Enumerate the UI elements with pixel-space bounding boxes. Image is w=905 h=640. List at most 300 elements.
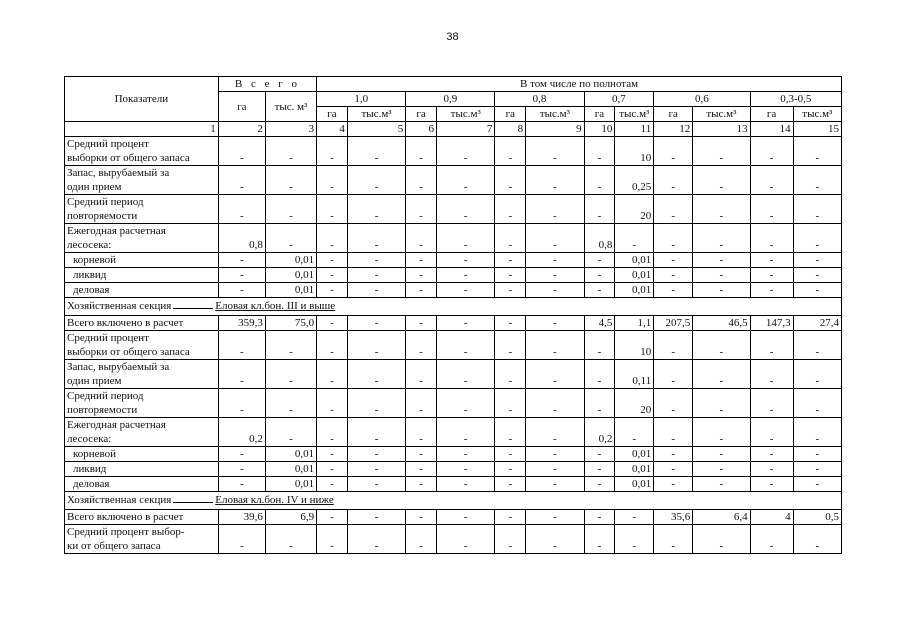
column-number: 15: [793, 122, 841, 137]
row-label: [65, 510, 219, 525]
table-cell: -: [526, 137, 584, 166]
table-cell: -: [437, 477, 495, 492]
table-cell: -: [495, 224, 526, 253]
table-cell: -: [495, 316, 526, 331]
table-cell: -: [750, 447, 793, 462]
column-number: 11: [615, 122, 654, 137]
table-cell: -: [750, 283, 793, 298]
section-name: Еловая кл.бон. IV и ниже: [215, 494, 334, 506]
table-cell: -: [654, 389, 693, 418]
table-cell: -: [495, 331, 526, 360]
table-cell: -: [693, 253, 750, 268]
table-cell: -: [526, 447, 584, 462]
table-cell: 207,5: [654, 316, 693, 331]
table-cell: -: [526, 331, 584, 360]
table-cell: -: [406, 418, 437, 447]
table-cell: -: [218, 166, 265, 195]
row-label: [65, 268, 219, 283]
table-cell: -: [654, 462, 693, 477]
table-cell: 4: [750, 510, 793, 525]
section-row: [65, 492, 842, 510]
table-row: [65, 462, 842, 477]
table-cell: -: [750, 224, 793, 253]
row-label-line: деловая: [73, 284, 110, 296]
row-label-line: ки от общего запаса: [67, 540, 161, 552]
column-number: 4: [317, 122, 348, 137]
table-cell: 147,3: [750, 316, 793, 331]
table-cell: -: [495, 195, 526, 224]
table-cell: -: [526, 389, 584, 418]
table-cell: -: [265, 166, 316, 195]
row-label-line: лесосека:: [67, 239, 112, 251]
table-cell: -: [406, 316, 437, 331]
table-cell: -: [347, 525, 405, 554]
table-cell: -: [793, 224, 841, 253]
table-cell: -: [495, 510, 526, 525]
row-label-line: Ежегодная расчетная: [67, 225, 166, 237]
table-cell: -: [526, 525, 584, 554]
table-cell: -: [317, 253, 348, 268]
table-cell: -: [526, 195, 584, 224]
table-cell: -: [654, 253, 693, 268]
table-row: [65, 195, 842, 224]
table-cell: -: [406, 462, 437, 477]
row-label: [65, 447, 219, 462]
table-cell: -: [654, 447, 693, 462]
table-cell: 39,6: [218, 510, 265, 525]
table-cell: -: [693, 268, 750, 283]
table-cell: -: [347, 389, 405, 418]
header-unit-ha: га: [406, 107, 437, 122]
table-cell: -: [615, 418, 654, 447]
table-cell: -: [317, 283, 348, 298]
table-cell: 0,2: [218, 418, 265, 447]
table-cell: -: [437, 331, 495, 360]
row-label: [65, 462, 219, 477]
row-label-line: повторяемости: [67, 210, 138, 222]
table-cell: -: [793, 137, 841, 166]
header-total: В с е г о: [218, 77, 316, 92]
table-cell: 0,01: [265, 268, 316, 283]
table-cell: -: [693, 331, 750, 360]
header-unit-thous-m3: тыс.м³: [526, 107, 584, 122]
table-cell: -: [406, 477, 437, 492]
table-cell: 20: [615, 389, 654, 418]
table-cell: -: [437, 447, 495, 462]
table-cell: -: [495, 253, 526, 268]
section-underline: [173, 492, 213, 503]
table-cell: -: [495, 137, 526, 166]
table-cell: -: [437, 268, 495, 283]
header-unit-thous-m3: тыс.м³: [437, 107, 495, 122]
table-row: [65, 418, 842, 447]
table-cell: -: [750, 195, 793, 224]
table-cell: -: [750, 331, 793, 360]
table-cell: -: [218, 268, 265, 283]
table-cell: -: [265, 418, 316, 447]
table-cell: -: [437, 195, 495, 224]
table-row: [65, 268, 842, 283]
table-cell: -: [584, 389, 615, 418]
table-cell: -: [406, 360, 437, 389]
table-cell: -: [406, 389, 437, 418]
table-cell: 1,1: [615, 316, 654, 331]
table-cell: -: [347, 283, 405, 298]
row-label: [65, 418, 219, 447]
table-cell: -: [526, 462, 584, 477]
table-cell: -: [265, 360, 316, 389]
section-cell: [65, 492, 842, 510]
table-cell: -: [317, 389, 348, 418]
table-cell: -: [693, 224, 750, 253]
table-cell: -: [750, 525, 793, 554]
table-cell: -: [347, 253, 405, 268]
table-cell: -: [317, 447, 348, 462]
table-cell: 0,8: [584, 224, 615, 253]
row-label-line: Всего включено в расчет: [67, 511, 184, 523]
table-cell: -: [317, 316, 348, 331]
table-row: [65, 510, 842, 525]
column-number: 12: [654, 122, 693, 137]
table-cell: -: [526, 166, 584, 195]
row-label-line: лесосека:: [67, 433, 112, 445]
row-label: [65, 525, 219, 554]
table-cell: -: [793, 360, 841, 389]
table-cell: -: [218, 360, 265, 389]
table-cell: -: [693, 137, 750, 166]
table-cell: -: [265, 195, 316, 224]
table-cell: -: [218, 195, 265, 224]
column-number: 7: [437, 122, 495, 137]
header-unit-ha: га: [495, 107, 526, 122]
table-cell: -: [347, 447, 405, 462]
table-cell: -: [495, 525, 526, 554]
column-number: 5: [347, 122, 405, 137]
table-cell: 0,01: [615, 447, 654, 462]
table-cell: -: [750, 389, 793, 418]
column-number: 10: [584, 122, 615, 137]
header-unit-thous-m3: тыс.м³: [347, 107, 405, 122]
section-label: Хозяйственная секция: [67, 300, 172, 312]
table-cell: -: [347, 418, 405, 447]
section-row: [65, 298, 842, 316]
table-cell: -: [584, 525, 615, 554]
table-cell: -: [654, 166, 693, 195]
row-label-line: Всего включено в расчет: [67, 317, 184, 329]
row-label-line: Запас, вырубаемый за: [67, 167, 170, 179]
table-cell: 46,5: [693, 316, 750, 331]
table-cell: -: [437, 462, 495, 477]
table-row: [65, 389, 842, 418]
table-cell: -: [584, 360, 615, 389]
table-cell: -: [495, 462, 526, 477]
table-row: [65, 224, 842, 253]
header-by-density: В том числе по полнотам: [317, 77, 842, 92]
table-cell: -: [526, 316, 584, 331]
table-cell: -: [584, 137, 615, 166]
table-cell: -: [317, 462, 348, 477]
table-cell: -: [693, 360, 750, 389]
table-cell: -: [406, 525, 437, 554]
table-cell: -: [406, 447, 437, 462]
table-cell: -: [317, 525, 348, 554]
row-label-line: Средний период: [67, 390, 144, 402]
table-cell: -: [317, 360, 348, 389]
row-label-line: повторяемости: [67, 404, 138, 416]
table-cell: -: [615, 224, 654, 253]
table-cell: -: [793, 253, 841, 268]
header-density-2: 0,8: [495, 92, 584, 107]
table-cell: 0,01: [265, 447, 316, 462]
column-number: 2: [218, 122, 265, 137]
table-cell: 6,9: [265, 510, 316, 525]
table-row: [65, 166, 842, 195]
section-cell: [65, 298, 842, 316]
table-cell: -: [750, 360, 793, 389]
table-cell: -: [693, 447, 750, 462]
table-row: [65, 447, 842, 462]
table-row: [65, 253, 842, 268]
table-cell: -: [218, 253, 265, 268]
table-cell: -: [406, 195, 437, 224]
table-cell: 75,0: [265, 316, 316, 331]
table-cell: 359,3: [218, 316, 265, 331]
table-cell: -: [615, 525, 654, 554]
row-label-line: Средний процент: [67, 138, 149, 150]
table-cell: 35,6: [654, 510, 693, 525]
table-cell: -: [793, 462, 841, 477]
table-cell: -: [584, 510, 615, 525]
table-cell: -: [437, 166, 495, 195]
row-label: [65, 253, 219, 268]
table-cell: -: [437, 253, 495, 268]
row-label-line: выборки от общего запаса: [67, 346, 190, 358]
column-number: 6: [406, 122, 437, 137]
table-cell: -: [793, 268, 841, 283]
table-cell: -: [437, 137, 495, 166]
table-cell: -: [654, 195, 693, 224]
header-unit-thous-m3: тыс.м³: [793, 107, 841, 122]
table-cell: -: [793, 525, 841, 554]
table-cell: 4,5: [584, 316, 615, 331]
table-cell: 27,4: [793, 316, 841, 331]
table-cell: -: [317, 137, 348, 166]
table-cell: -: [654, 283, 693, 298]
row-label-line: корневой: [73, 448, 117, 460]
section-underline: [173, 298, 213, 309]
table-cell: -: [406, 166, 437, 195]
table-cell: -: [218, 137, 265, 166]
table-cell: -: [347, 316, 405, 331]
table-cell: 0,25: [615, 166, 654, 195]
table-cell: -: [347, 510, 405, 525]
table-cell: -: [437, 283, 495, 298]
table-cell: -: [654, 224, 693, 253]
row-label-line: Средний процент: [67, 332, 149, 344]
row-label: [65, 477, 219, 492]
page-number: 38: [446, 31, 459, 43]
header-indicators: Показатели: [65, 77, 219, 122]
header-density-4: 0,6: [654, 92, 750, 107]
table-cell: -: [265, 525, 316, 554]
row-label-line: ликвид: [73, 269, 107, 281]
table-cell: -: [584, 195, 615, 224]
row-label-line: Ежегодная расчетная: [67, 419, 166, 431]
table-cell: -: [693, 525, 750, 554]
table-cell: -: [317, 224, 348, 253]
column-number: 8: [495, 122, 526, 137]
table-cell: 20: [615, 195, 654, 224]
table-row: [65, 477, 842, 492]
table-cell: -: [347, 477, 405, 492]
table-cell: -: [218, 283, 265, 298]
table-cell: -: [693, 477, 750, 492]
table-cell: -: [654, 418, 693, 447]
row-label-line: один прием: [67, 181, 122, 193]
table-cell: -: [615, 510, 654, 525]
table-cell: -: [654, 360, 693, 389]
table-cell: -: [265, 137, 316, 166]
table-cell: -: [406, 253, 437, 268]
table-cell: -: [526, 283, 584, 298]
table-cell: -: [526, 224, 584, 253]
table-cell: -: [495, 389, 526, 418]
column-number: 3: [265, 122, 316, 137]
table-cell: 0,01: [265, 283, 316, 298]
row-label: [65, 316, 219, 331]
table-cell: -: [584, 331, 615, 360]
row-label: [65, 331, 219, 360]
row-label: [65, 137, 219, 166]
table-cell: -: [495, 477, 526, 492]
table-row: [65, 525, 842, 554]
column-number: 9: [526, 122, 584, 137]
table-cell: -: [584, 462, 615, 477]
table-cell: -: [495, 268, 526, 283]
header-density-5: 0,3-0,5: [750, 92, 841, 107]
table-cell: -: [693, 389, 750, 418]
table-cell: -: [218, 462, 265, 477]
table-cell: -: [495, 166, 526, 195]
table-cell: -: [654, 331, 693, 360]
section-label: Хозяйственная секция: [67, 494, 172, 506]
table-cell: 0,01: [615, 283, 654, 298]
table-cell: -: [347, 224, 405, 253]
header-unit-thous-m3: тыс.м³: [693, 107, 750, 122]
table-cell: 10: [615, 137, 654, 166]
forest-indicators-table: [64, 76, 842, 554]
table-cell: -: [218, 477, 265, 492]
table-cell: -: [584, 283, 615, 298]
table-cell: -: [584, 477, 615, 492]
table-cell: -: [526, 360, 584, 389]
table-cell: -: [406, 268, 437, 283]
table-cell: -: [693, 283, 750, 298]
header-unit-thous-m3: тыс.м³: [615, 107, 654, 122]
table-cell: 0,01: [615, 268, 654, 283]
table-cell: -: [526, 510, 584, 525]
table-cell: -: [654, 477, 693, 492]
table-cell: -: [793, 195, 841, 224]
table-cell: -: [495, 360, 526, 389]
table-cell: -: [654, 525, 693, 554]
table-cell: -: [317, 477, 348, 492]
header-unit-ha: га: [750, 107, 793, 122]
row-label: [65, 166, 219, 195]
table-cell: -: [793, 283, 841, 298]
row-label: [65, 195, 219, 224]
row-label-line: корневой: [73, 254, 117, 266]
table-cell: -: [347, 268, 405, 283]
header-total-thous-m3: тыс. м³: [265, 92, 316, 122]
table-cell: -: [317, 195, 348, 224]
table-cell: -: [317, 418, 348, 447]
row-label-line: один прием: [67, 375, 122, 387]
table-cell: -: [750, 253, 793, 268]
table-cell: 0,8: [218, 224, 265, 253]
table-cell: 0,5: [793, 510, 841, 525]
table-cell: -: [693, 418, 750, 447]
header-density-3: 0,7: [584, 92, 654, 107]
table-cell: 6,4: [693, 510, 750, 525]
header-unit-ha: га: [584, 107, 615, 122]
table-cell: -: [793, 418, 841, 447]
table-cell: -: [793, 331, 841, 360]
table-cell: -: [437, 389, 495, 418]
table-row: [65, 360, 842, 389]
table-cell: -: [793, 447, 841, 462]
table-cell: -: [584, 166, 615, 195]
table-cell: -: [437, 525, 495, 554]
table-cell: -: [317, 268, 348, 283]
row-label-line: ликвид: [73, 463, 107, 475]
table-cell: -: [750, 268, 793, 283]
table-cell: 0,01: [265, 462, 316, 477]
table-cell: -: [317, 166, 348, 195]
table-cell: -: [526, 253, 584, 268]
table-cell: -: [495, 418, 526, 447]
table-cell: -: [265, 224, 316, 253]
table-row: [65, 331, 842, 360]
table-cell: -: [693, 195, 750, 224]
table-cell: -: [495, 283, 526, 298]
table-cell: -: [526, 268, 584, 283]
header-unit-ha: га: [654, 107, 693, 122]
column-numbers-row: [65, 122, 842, 137]
table-cell: -: [654, 268, 693, 283]
table-cell: -: [437, 510, 495, 525]
table-cell: -: [218, 389, 265, 418]
table-cell: -: [437, 360, 495, 389]
row-label-line: Средний период: [67, 196, 144, 208]
table-cell: -: [693, 462, 750, 477]
table-cell: -: [750, 462, 793, 477]
table-cell: -: [793, 477, 841, 492]
table-cell: -: [584, 447, 615, 462]
row-label: [65, 360, 219, 389]
table-cell: -: [750, 137, 793, 166]
table-cell: -: [347, 166, 405, 195]
table-cell: 0,01: [265, 253, 316, 268]
table-cell: -: [750, 166, 793, 195]
row-label-line: Средний процент выбор-: [67, 526, 185, 538]
table-cell: 0,01: [615, 462, 654, 477]
table-cell: -: [437, 418, 495, 447]
table-cell: -: [793, 389, 841, 418]
table-cell: -: [793, 166, 841, 195]
table-cell: -: [347, 360, 405, 389]
table-row: [65, 137, 842, 166]
